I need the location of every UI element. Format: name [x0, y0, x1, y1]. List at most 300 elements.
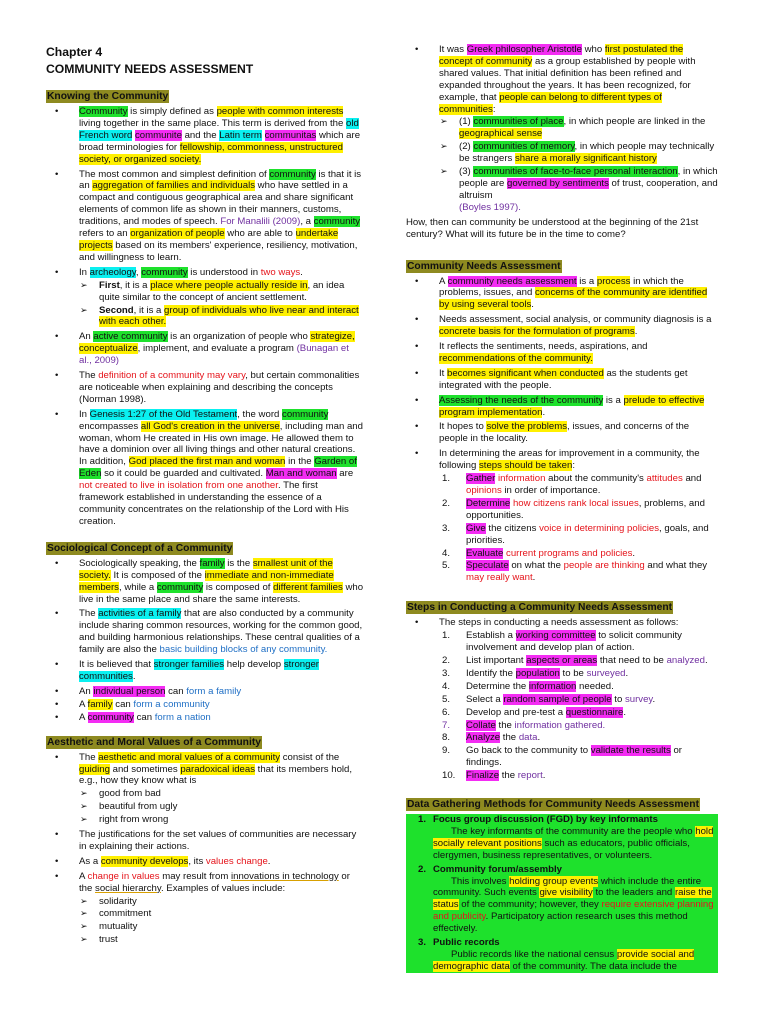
list-item	[46, 106, 364, 166]
right-column	[406, 44, 718, 975]
step-number: 2.	[442, 654, 451, 666]
step-text	[466, 498, 705, 521]
text-run: .	[542, 770, 546, 782]
list-item	[406, 617, 718, 782]
step-text	[466, 548, 635, 559]
text-run: , in which people may technically be strangers	[459, 141, 715, 165]
text-run: , but certain commonalities are noticeable when explaining and describing the concepts (Norman 1998).	[79, 370, 360, 405]
step-item	[439, 694, 718, 706]
text-run: who live in the same place and share the same interests.	[79, 581, 364, 605]
highlighted-text: Community	[79, 106, 128, 117]
highlighted-text: active community	[93, 331, 168, 343]
text-run: , implement, and evaluate a program	[137, 343, 297, 355]
step-item	[439, 560, 718, 584]
section-heading-gathering: Data Gathering Methods for Community Needs Assessment	[407, 799, 699, 811]
step-item	[439, 707, 718, 719]
text-run: who have settled in a compact and contiguous geographical area and share significant elements of common life as shown in their manners, customs, traditions, and modes of speech.	[79, 180, 354, 228]
list-item	[406, 276, 718, 312]
step-item	[439, 668, 718, 680]
highlighted-text: immediate and non-immediate members	[79, 569, 334, 593]
text-run: .	[532, 572, 536, 584]
text-run: . Examples of values include:	[160, 882, 286, 894]
text-run: (3)	[459, 166, 474, 178]
list-item	[46, 829, 364, 853]
paragraph-text	[439, 341, 648, 364]
highlighted-text: key informants of the community	[470, 825, 609, 837]
text-run: is a	[603, 394, 624, 406]
step-number: 7.	[442, 719, 451, 731]
highlighted-text: strategize, conceptualize	[79, 331, 355, 355]
text-run: of the community; however, they	[458, 899, 602, 911]
list-item	[406, 44, 718, 214]
text-run: It is believed that	[79, 659, 154, 671]
text-run: A	[439, 275, 448, 287]
knowing-list	[46, 106, 364, 528]
highlighted-text: provide social and demographic data	[433, 949, 695, 972]
method-item	[406, 864, 718, 935]
highlighted-text: opinions	[466, 485, 502, 496]
paragraph-text	[433, 826, 713, 861]
text-run: consist of the	[280, 751, 340, 763]
highlighted-text: prelude to effective program implementation	[439, 394, 705, 418]
sub-list-item	[439, 116, 718, 140]
step-text	[466, 560, 707, 583]
text-run: about the community's	[545, 473, 647, 485]
highlighted-text: communities of memory	[473, 141, 575, 153]
text-run: needed.	[576, 680, 614, 692]
text-run: .	[632, 547, 636, 559]
highlighted-text: becomes significant when conducted	[447, 367, 604, 379]
highlighted-text: definition of a community may vary	[98, 370, 246, 382]
section-heading-sociological: Sociological Concept of a Community	[47, 542, 233, 554]
paragraph-text	[439, 395, 704, 418]
text-run: The	[79, 751, 99, 763]
highlighted-text: social hierarchy	[95, 882, 161, 894]
highlighted-text: (Bunagan et al., 2009)	[79, 343, 349, 367]
text-run: and the	[181, 129, 220, 141]
highlighted-text: communite	[135, 129, 182, 141]
text-run: .	[531, 299, 534, 311]
step-number: 5.	[442, 560, 451, 572]
highlighted-text: concrete basis for the formulation of programs	[439, 326, 635, 338]
question-paragraph: How, then can community be understood at the beginning of the 21st century? What will its future be in the time to come?	[406, 216, 699, 240]
highlighted-text: give visibility	[539, 887, 593, 899]
step-number: 2.	[442, 497, 451, 509]
highlighted-text: For Manalili (2009)	[220, 216, 301, 228]
step-text	[466, 694, 655, 705]
list-item	[46, 169, 364, 264]
text-run: , its	[188, 855, 206, 867]
highlighted-text: group of individuals who live near and interact with each other.	[99, 304, 359, 328]
text-run: .	[485, 911, 491, 923]
list-item	[406, 448, 718, 584]
step-text	[466, 720, 605, 731]
text-run: First	[99, 279, 120, 291]
paragraph-text	[79, 608, 362, 655]
step-number: 8.	[442, 732, 451, 744]
highlighted-text: first postulated the concept of community	[439, 44, 684, 67]
text-run: to	[611, 693, 625, 705]
paragraph-text	[99, 305, 359, 328]
method-text	[433, 826, 718, 862]
paragraph-text	[79, 871, 350, 894]
step-number: 9.	[442, 745, 451, 757]
highlighted-text: different families	[273, 581, 343, 593]
text-run: who are able to	[224, 228, 296, 240]
step-text	[466, 770, 545, 781]
highlighted-text: undertake projects	[79, 228, 339, 251]
text-run: to be	[559, 667, 587, 679]
paragraph-text	[79, 106, 360, 165]
highlighted-text: Collate	[466, 719, 496, 731]
highlighted-text: not created to live in isolation from one another	[79, 480, 278, 492]
text-run: , issues, and concerns of the people in the locality.	[439, 421, 690, 445]
highlighted-text: Garden of Eden	[79, 456, 357, 480]
step-text	[466, 707, 626, 718]
list-item	[46, 856, 364, 868]
paragraph-text	[79, 712, 211, 723]
highlighted-text: family	[87, 698, 113, 710]
highlighted-text: aesthetic and moral values of a community	[98, 751, 281, 763]
text-run: refers to an	[79, 228, 131, 240]
paragraph-text	[79, 686, 241, 697]
text-run: the	[499, 770, 518, 782]
highlighted-text: survey	[624, 693, 653, 705]
paragraph-text: The steps in conducting a needs assessment as follows:	[439, 617, 679, 629]
text-run: This involves	[451, 875, 510, 887]
sub-list-item: ➢ good from bad	[79, 788, 364, 800]
improvement-steps-list	[439, 473, 718, 584]
text-run: The	[451, 825, 471, 837]
text-run: to the leaders and	[592, 887, 675, 899]
text-run: , it is a	[133, 304, 165, 316]
highlighted-text: form a nation	[154, 711, 211, 723]
text-run: , it is a	[119, 279, 151, 291]
step-text	[466, 523, 709, 546]
method-number: 2.	[418, 863, 427, 875]
text-run: is understood in	[187, 266, 261, 278]
sub-list-item: ➢ right from wrong	[79, 814, 364, 826]
list-item	[406, 368, 718, 392]
list-item	[46, 558, 364, 606]
sub-list-item	[79, 280, 364, 304]
text-run: and	[682, 473, 702, 485]
text-run: may result from	[159, 870, 231, 882]
highlighted-text: Speculate	[466, 560, 509, 572]
highlighted-text: organization of people	[130, 228, 225, 240]
highlighted-text: recommendations of the community.	[439, 352, 593, 364]
highlighted-text: questionnaire	[565, 706, 624, 718]
highlighted-text: require extensive planning and publicity	[433, 899, 714, 923]
highlighted-text: people can belong to different types of communities	[439, 91, 662, 115]
highlighted-text: community	[87, 711, 134, 723]
text-run: are	[336, 468, 354, 480]
text-run: as a group established by people with shared values. That initial definition has been refined and expanded throughout the years. It has been recognized, for example, that	[439, 55, 696, 103]
highlighted-text: community needs assessment	[447, 275, 577, 287]
highlighted-text: report	[517, 770, 543, 782]
highlighted-text: form a community	[133, 698, 210, 710]
text-run: A	[79, 711, 88, 723]
citation	[459, 202, 521, 213]
list-item	[406, 314, 718, 338]
paragraph-text	[79, 409, 363, 527]
text-run: the	[495, 719, 515, 731]
method-title: Focus group discussion (FGD) by key informants	[433, 814, 658, 826]
paragraph-text	[79, 370, 359, 405]
aristotle-list	[406, 44, 718, 214]
paragraph-text	[79, 699, 210, 710]
paragraph-text	[79, 169, 361, 263]
text-run: is simply defined as	[127, 106, 217, 117]
chapter-label: Chapter 4	[46, 45, 103, 59]
text-run: Select a	[466, 693, 504, 705]
sub-list	[79, 788, 364, 826]
highlighted-text: paradoxical ideas	[180, 763, 256, 775]
step-number: 1.	[442, 630, 451, 642]
paragraph-text	[439, 448, 700, 471]
text-run: An	[79, 685, 94, 697]
text-run: ,	[135, 266, 142, 278]
sub-list-item: ➢ solidarity	[79, 896, 364, 908]
highlighted-text: two ways	[260, 266, 301, 278]
highlighted-text: fellowship, commonness, unstructured society, or organized society.	[79, 141, 343, 165]
paragraph-text	[433, 949, 694, 972]
text-run: that are also conducted by a community include sharing common resources, working for the common good, and building harmonious relationships. These central qualities of a family are also the	[79, 608, 363, 656]
text-run: .	[652, 693, 656, 705]
highlighted-text: aspects or areas	[526, 654, 598, 666]
text-run: can	[112, 698, 134, 710]
sub-list-item: ➢ beautiful from ugly	[79, 801, 364, 813]
paragraph-text	[79, 331, 355, 366]
text-run: is a	[576, 275, 597, 287]
method-item	[406, 814, 718, 862]
needs-assessment-steps-list	[439, 630, 718, 782]
section-heading-cna: Community Needs Assessment	[407, 260, 561, 272]
paragraph-text	[459, 166, 718, 201]
highlighted-text: hold socially relevant positions	[433, 825, 714, 849]
paragraph-text	[433, 876, 714, 935]
text-run: List important	[466, 654, 527, 666]
text-run: can	[133, 711, 155, 723]
step-item	[439, 473, 718, 497]
text-run: such as educators, public officials, clergymen, business representatives, or volunteers.	[433, 837, 690, 861]
text-run: .	[300, 266, 303, 278]
section-heading-steps: Steps in Conducting a Community Needs Assessment	[407, 602, 673, 614]
aesthetic-list	[46, 752, 364, 947]
highlighted-text: attitudes	[646, 473, 683, 485]
highlighted-text: analyzed	[666, 654, 705, 666]
step-item	[439, 745, 718, 769]
text-run: that its members hold, e.g., how they know what is	[79, 763, 353, 787]
text-run: It reflects the sentiments, needs, aspirations, and	[439, 341, 648, 353]
text-run: , goals, and priorities.	[466, 522, 709, 546]
text-run: based on its members' experience, resiliency, motivation, and willingness to learn.	[79, 239, 358, 263]
list-item	[406, 421, 718, 445]
text-run: are the people who	[608, 825, 696, 837]
list-item	[46, 608, 364, 656]
sub-list-item: ➢ trust	[79, 934, 364, 946]
chapter-title: COMMUNITY NEEDS ASSESSMENT	[46, 61, 254, 76]
text-run: , including man and woman, whom He created in His own image. He allowed them to have a dominion over all living things and other natural creations. In addition,	[79, 420, 363, 468]
step-text	[466, 630, 682, 653]
text-run: Sociologically speaking, the	[79, 557, 200, 569]
text-run: Go back to the community to	[466, 745, 591, 757]
highlighted-text: Finalize	[466, 770, 500, 782]
highlighted-text: Gather	[466, 473, 496, 485]
list-item	[406, 395, 718, 419]
highlighted-text: concerns of the community are identified by using several tools	[439, 287, 708, 311]
paragraph-text	[439, 368, 688, 391]
paragraph-text	[459, 141, 714, 164]
highlighted-text: Participatory action research	[490, 911, 613, 923]
text-run: or findings.	[466, 745, 682, 769]
highlighted-text: information gathered.	[514, 719, 606, 731]
text-run: It hopes to	[439, 421, 487, 433]
highlighted-text: Greek philosopher Aristotle	[466, 44, 582, 55]
step-text	[466, 681, 614, 692]
text-run: . The first framework established in understanding the essence of a community concentrates on the relationship of the Lord with His creation.	[79, 480, 349, 527]
list-item	[46, 686, 364, 698]
text-run: , in which people are linked in the	[563, 116, 706, 128]
text-run: Establish a	[466, 630, 516, 642]
text-run: .	[704, 654, 708, 666]
text-run: .	[542, 406, 546, 418]
text-run: In	[79, 408, 90, 420]
highlighted-text: values change	[205, 855, 268, 867]
highlighted-text: random sample of people	[503, 693, 612, 705]
text-run: or the	[79, 870, 350, 894]
step-item	[439, 655, 718, 667]
list-item	[46, 370, 364, 406]
highlighted-text: population	[515, 667, 560, 679]
method-number: 3.	[418, 937, 427, 949]
text-run: , an idea quite similar to the concept of ancient settlement.	[99, 279, 345, 303]
text-run: , the word	[237, 408, 283, 420]
highlighted-text: individual person	[93, 685, 166, 697]
step-item	[439, 498, 718, 522]
text-run: A	[79, 698, 88, 710]
step-item	[439, 732, 718, 744]
step-text	[466, 732, 540, 743]
step-number: 5.	[442, 693, 451, 705]
highlighted-text: how citizens rank local issues	[512, 497, 639, 509]
text-run: In determining the areas for improvement in a community, the following	[439, 448, 700, 472]
text-run: and sometimes	[109, 763, 181, 775]
highlighted-text: family	[199, 557, 225, 569]
text-run: living together in the same place. This term is derived from the	[79, 117, 346, 129]
highlighted-text: God placed the first man and woman	[128, 456, 286, 468]
step-text	[466, 668, 628, 679]
sub-list	[439, 116, 718, 213]
highlighted-text: place where people actually reside in	[150, 279, 308, 291]
text-run: to solicit community involvement and develop plan of action.	[466, 630, 682, 654]
step-number: 3.	[442, 667, 451, 679]
text-run: Identify the	[466, 667, 516, 679]
text-run: Needs assessment, social analysis, or community diagnosis is a	[439, 314, 712, 326]
step-item	[439, 630, 718, 654]
sub-list	[79, 280, 364, 329]
sub-list-item: ➢ mutuality	[79, 921, 364, 933]
highlighted-text: information	[528, 680, 577, 692]
highlighted-text: activities of a family	[98, 608, 182, 620]
list-item	[46, 267, 364, 329]
highlighted-text: archeology	[89, 266, 136, 278]
section-heading-knowing: Knowing the Community	[47, 91, 169, 102]
highlighted-text: share a morally significant history	[515, 153, 657, 165]
paragraph-text	[459, 116, 705, 139]
highlighted-text: people are thinking	[563, 560, 645, 572]
step-item	[439, 548, 718, 560]
highlighted-text: process	[596, 275, 631, 287]
paragraph-text	[79, 558, 363, 605]
text-run: in the	[285, 456, 315, 468]
highlighted-text: working committee	[515, 630, 596, 642]
highlighted-text: Public records	[451, 949, 512, 960]
step-item	[439, 681, 718, 693]
text-run: is an organization of people who	[167, 331, 311, 343]
highlighted-text: may really want	[466, 572, 533, 584]
text-run: who	[581, 44, 605, 55]
text-run: A	[79, 870, 88, 882]
highlighted-text: community	[269, 168, 316, 180]
text-run: uses this method effectively.	[433, 911, 688, 935]
step-text	[466, 473, 701, 496]
text-run: In	[79, 266, 90, 278]
method-text	[433, 949, 718, 973]
method-number: 1.	[418, 814, 427, 826]
sub-list-item: ➢ commitment	[79, 908, 364, 920]
text-run: and what they	[644, 560, 708, 572]
text-run: The justifications for the set values of communities are necessary in explaining their actions.	[79, 829, 357, 852]
highlighted-text: Man and woman	[265, 468, 337, 480]
text-run: which are broad terminologies for	[79, 129, 361, 153]
highlighted-text: aggregation of families and individuals	[92, 180, 256, 192]
highlighted-text: raise the status	[433, 887, 712, 911]
text-run: .	[267, 855, 271, 867]
highlighted-text: Genesis 1:27 of the Old Testament	[89, 408, 238, 420]
highlighted-text: validate the results	[590, 745, 671, 757]
highlighted-text: geographical sense	[459, 128, 543, 140]
text-run: .	[623, 706, 627, 718]
text-run: in which the problems, issues, and	[439, 275, 684, 299]
highlighted-text: communities of place	[473, 116, 564, 128]
text-run: is that it is an	[79, 168, 362, 192]
list-item	[46, 331, 364, 367]
paragraph-text	[439, 44, 696, 115]
text-run: It	[439, 367, 447, 379]
text-run: in order of importance.	[501, 485, 601, 496]
highlighted-text: stronger communities	[79, 659, 320, 682]
step-number: 4.	[442, 680, 451, 692]
method-item	[406, 937, 718, 973]
text-run: , in which people are	[459, 166, 718, 189]
sub-list-item	[79, 305, 364, 329]
gathering-methods-list	[406, 814, 718, 973]
step-item	[439, 720, 718, 732]
highlighted-text: governed by sentiments	[507, 177, 609, 189]
cna-list	[406, 276, 718, 585]
text-run: :	[492, 103, 496, 115]
paragraph-text	[439, 421, 689, 444]
highlighted-text: current programs and policies	[506, 547, 633, 559]
list-item	[406, 341, 718, 365]
sub-list-item	[439, 166, 718, 214]
step-number: 3.	[442, 522, 451, 534]
text-run: which include the entire community. Such events	[433, 875, 702, 899]
highlighted-text: Determine	[466, 497, 511, 509]
text-run: (1)	[459, 116, 474, 128]
step-item	[439, 523, 718, 547]
